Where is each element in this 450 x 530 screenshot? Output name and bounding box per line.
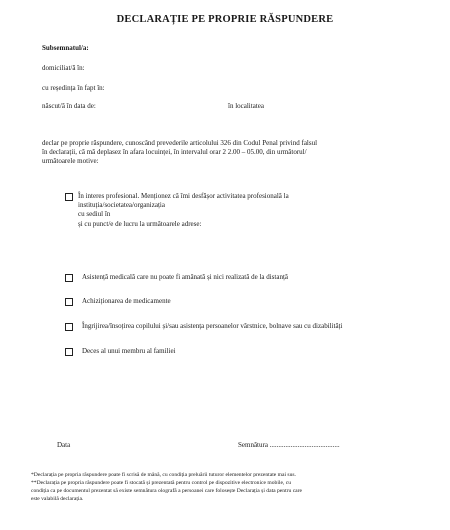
data-label: Data: [57, 441, 71, 449]
semnatura-label: Semnătura ........................................: [238, 441, 340, 449]
ingrijirea-label: Îngrijirea/însoțirea copilului și/sau asistența persoanelor vârstnice, bolnave sau cu dizabilități: [82, 322, 343, 330]
asistenta-label: Asistență medicală care nu poate fi amânată și nici realizată de la distanță: [82, 273, 289, 281]
domiciliat-label: domiciliat/ă în:: [42, 64, 85, 72]
deces-label: Deces al unui membru al familiei: [82, 347, 176, 355]
footnote-2-line-2: condiția ca pe documentul prezentat să existe semnătura olografă a persoanei care folosește Declarația și data pentru care: [31, 488, 303, 494]
localitatea-label: în localitatea: [228, 102, 264, 110]
interes-line-3: cu sediul în: [78, 210, 111, 218]
resedinta-label: cu reședința în fapt în:: [42, 84, 105, 92]
declar-line-2: în declarații, că mă deplasez în afara locuinței, în intervalul orar 2 2.00 – 05.00, din următorul/: [42, 148, 307, 156]
achizitionarea-medicamente-checkbox[interactable]: [65, 298, 73, 306]
footnote-2-line-3: este valabilă declarația.: [31, 496, 84, 502]
deces-familie-checkbox[interactable]: [65, 348, 73, 356]
footnote-2-line-1: **Declarația pe propria răspundere poate fi stocată și prezentată pentru control pe dispozitive electronice mobile, cu: [31, 480, 291, 486]
subsemnatul-label: Subsemnatul/a:: [42, 44, 89, 52]
declar-line-3: următoarele motive:: [42, 157, 99, 165]
asistenta-medicala-checkbox[interactable]: [65, 274, 73, 282]
footnote-1: *Declarația pe propria răspundere poate fi scrisă de mână, cu condiția preluării tuturor elementelor prezentate mai sus.: [31, 472, 296, 478]
nascut-label: născut/ă în data de:: [42, 102, 96, 110]
page-title: DECLARAȚIE PE PROPRIE RĂSPUNDERE: [116, 14, 334, 25]
interes-line-2: instituția/societatea/organizația: [78, 201, 165, 209]
interes-profesional-checkbox[interactable]: [65, 193, 73, 201]
declar-line-1: declar pe proprie răspundere, cunoscând prevederile articolului 326 din Codul Penal privind falsul: [42, 139, 318, 147]
achizitionarea-label: Achiziționarea de medicamente: [82, 297, 171, 305]
interes-line-4: și cu punct/e de lucru la următoarele adrese:: [78, 220, 202, 228]
interes-line-1: În interes profesional. Menționez că îmi desfășor activitatea profesională la: [78, 192, 289, 200]
ingrijirea-copilului-checkbox[interactable]: [65, 323, 73, 331]
